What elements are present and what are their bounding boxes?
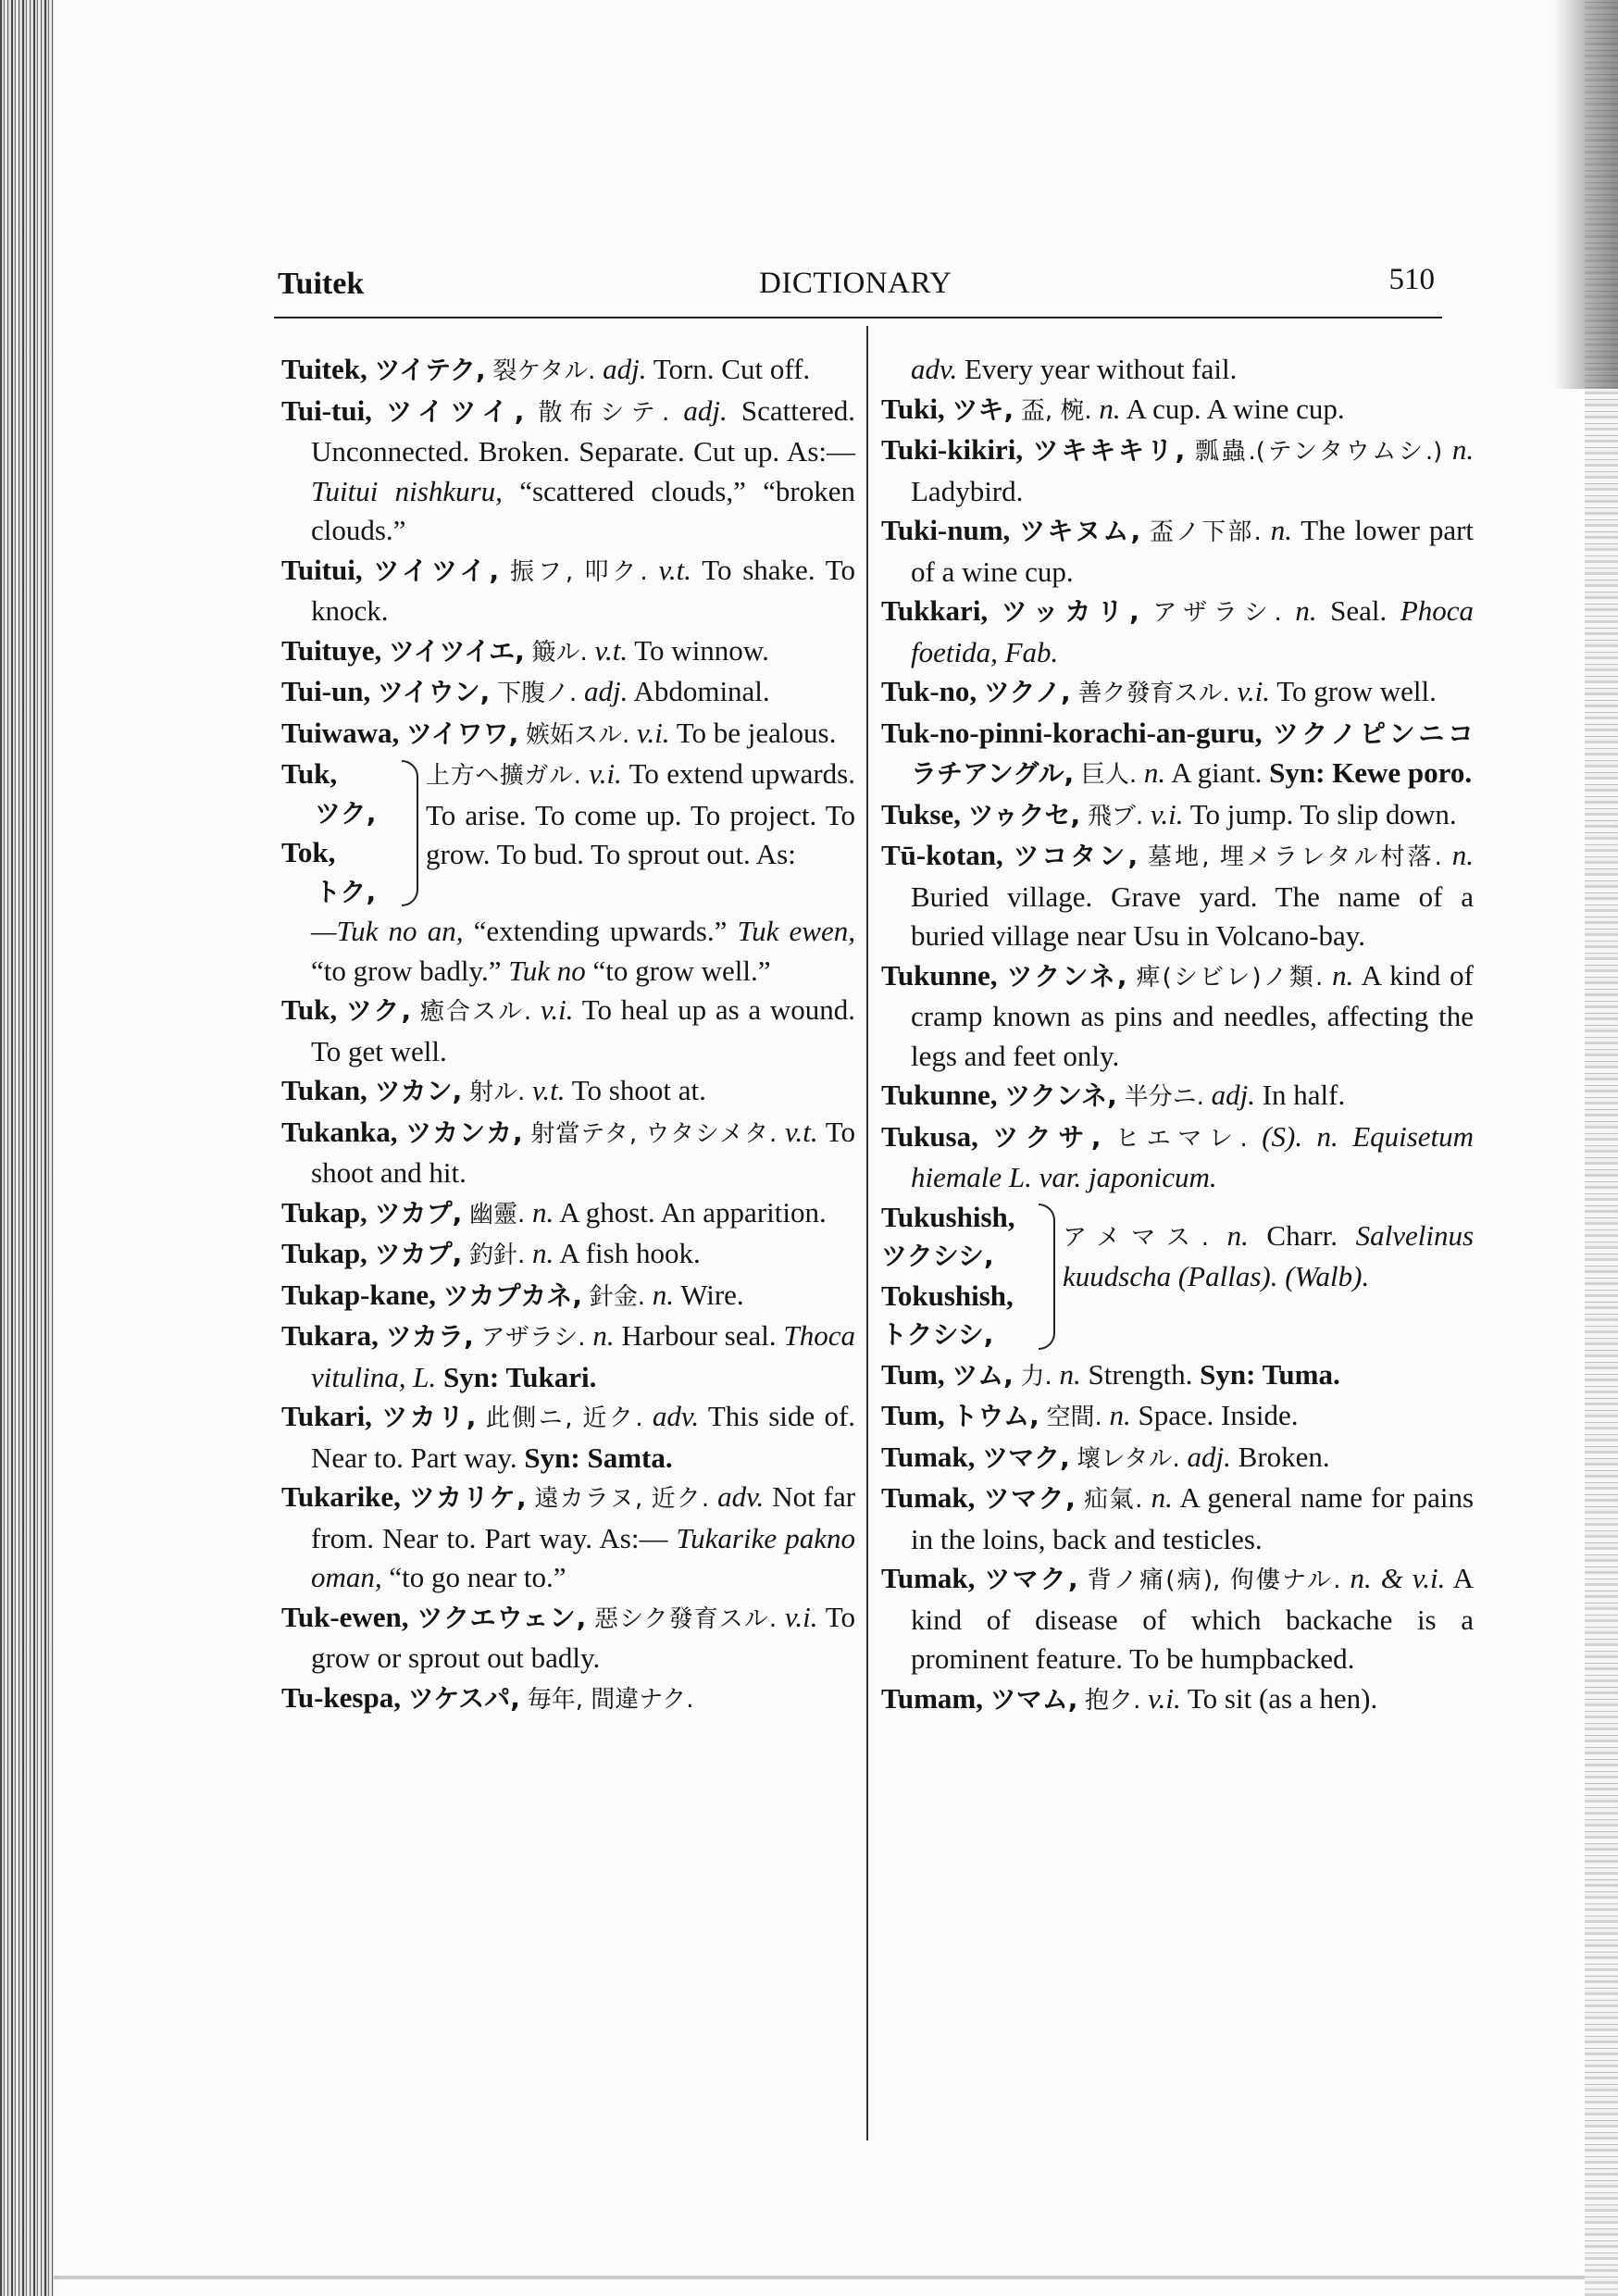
headword-kana: ツイツイ, bbox=[373, 555, 500, 586]
definition: Not far from. Near to. Part way. As:— bbox=[311, 1480, 856, 1554]
dictionary-entry bbox=[881, 956, 1474, 1077]
headword-kana: ツキ, bbox=[952, 393, 1014, 425]
dictionary-entry bbox=[281, 1478, 855, 1598]
headword-kana: ツク, bbox=[315, 797, 377, 829]
headword: Tum, bbox=[881, 1357, 945, 1391]
headword-kana: ツクノ, bbox=[983, 677, 1071, 707]
definition: A cup. A wine cup. bbox=[1126, 392, 1345, 425]
japanese-gloss: 此側ニ, 近ク. bbox=[485, 1404, 643, 1432]
dictionary-entry bbox=[281, 1678, 855, 1720]
headword: Tui-un, bbox=[281, 675, 371, 707]
definition-cont: (Pallas). (Walb). bbox=[1177, 1260, 1370, 1292]
entry-list-right-b bbox=[881, 1355, 1474, 1721]
synonym: Syn: Tukari. bbox=[442, 1360, 597, 1393]
headword-kana: ツカプカネ, bbox=[442, 1279, 582, 1311]
japanese-gloss: 瓢蟲.(テンタウムシ.) bbox=[1194, 438, 1443, 466]
definition: To be jealous. bbox=[676, 716, 837, 749]
part-of-speech: n. bbox=[1143, 756, 1166, 789]
part-of-speech: adj. bbox=[683, 393, 728, 427]
entry-headwords bbox=[881, 1198, 1039, 1355]
headword: Tuk-no-pinni-korachi-an-guru, bbox=[881, 716, 1263, 749]
scientific-name: Salvelinus kuudscha bbox=[1063, 1218, 1475, 1292]
part-of-speech: n. bbox=[1270, 514, 1292, 546]
part-of-speech: v.t. bbox=[531, 1074, 566, 1106]
headword: Tumak, bbox=[881, 1481, 976, 1514]
headword-kana: ツケスパ, bbox=[407, 1682, 520, 1714]
headword: Tuki-kikiri, bbox=[881, 433, 1024, 466]
headword: Tukusa, bbox=[881, 1119, 978, 1153]
japanese-gloss: 針金. bbox=[589, 1282, 645, 1311]
part-of-speech: n. bbox=[531, 1195, 554, 1229]
headword-kana: ツクノピンニコラチアングル, bbox=[911, 718, 1475, 789]
definition: To winnow. bbox=[634, 633, 769, 667]
part-of-speech: (S). n. bbox=[1262, 1119, 1338, 1153]
definition: A kind of disease of which backache is a prominent feature. To be humpbacked. bbox=[911, 1562, 1475, 1675]
definition: Scattered. Unconnected. Broken. Separate. Cut up. As:— bbox=[311, 393, 855, 468]
headword: Tū-kotan, bbox=[881, 839, 1003, 871]
headword-kana: ツコタン, bbox=[1013, 841, 1139, 871]
synonym: Syn: Samta. bbox=[524, 1441, 673, 1474]
brace-right bbox=[402, 760, 418, 906]
japanese-gloss: 幽靈. bbox=[468, 1200, 526, 1229]
part-of-speech: adj. bbox=[1211, 1079, 1255, 1111]
definition: Ladybird. bbox=[911, 474, 1024, 507]
headword-kana: ツカプ, bbox=[374, 1197, 463, 1229]
japanese-gloss: アザラシ. bbox=[480, 1324, 586, 1352]
part-of-speech: v.i. bbox=[784, 1600, 818, 1633]
example: Tuk no bbox=[508, 954, 586, 987]
page-number: 510 bbox=[1388, 263, 1435, 296]
example-gloss: “to grow well.” bbox=[592, 954, 771, 987]
headword: Tukan, bbox=[281, 1074, 367, 1106]
headword: Tukunne, bbox=[881, 958, 998, 992]
japanese-gloss: ヒエマレ. bbox=[1114, 1124, 1248, 1153]
dictionary-entry bbox=[281, 1598, 855, 1678]
dictionary-entry bbox=[281, 1276, 855, 1317]
part-of-speech: adv. bbox=[717, 1480, 765, 1513]
dictionary-entry bbox=[881, 1117, 1474, 1198]
dictionary-entry bbox=[881, 836, 1474, 956]
definition: A ghost. An apparition. bbox=[559, 1195, 827, 1229]
japanese-gloss: 射ル. bbox=[468, 1079, 526, 1106]
headword: Tukara, bbox=[281, 1319, 379, 1352]
japanese-gloss: 飛ブ. bbox=[1087, 802, 1144, 830]
japanese-gloss: 裂ケタル. bbox=[492, 357, 596, 385]
headword-kana: ツクエウェン, bbox=[417, 1602, 587, 1633]
japanese-gloss: 空間. bbox=[1046, 1404, 1102, 1431]
part-of-speech: v.t. bbox=[594, 633, 629, 667]
definition: To jump. To slip down. bbox=[1189, 797, 1457, 830]
part-of-speech: v.i. bbox=[1150, 797, 1184, 830]
headword: Tumam, bbox=[881, 1681, 983, 1715]
headword-kana: ツクサ, bbox=[992, 1121, 1101, 1153]
headword-kana: ツイテク, bbox=[374, 355, 486, 385]
headword: Tuk-ewen, bbox=[281, 1600, 409, 1633]
part-of-speech: v.i. bbox=[589, 757, 622, 790]
part-of-speech: n. bbox=[1451, 433, 1475, 466]
example: Tuitui nishkuru, bbox=[311, 474, 503, 507]
japanese-gloss: アザラシ. bbox=[1152, 599, 1282, 627]
example-gloss: “extending upwards.” bbox=[473, 915, 728, 947]
headword: Tok, bbox=[281, 836, 336, 868]
part-of-speech: v.t. bbox=[785, 1115, 818, 1148]
entry-list-left-a bbox=[281, 350, 855, 755]
definition: To extend upwards. To arise. To come up. To project. To grow. To bud. To sprout out. As: bbox=[426, 757, 855, 870]
synonym: Syn: Kewe poro. bbox=[1269, 756, 1473, 789]
header-rule bbox=[274, 317, 1442, 318]
headword-kana: トウム, bbox=[952, 1401, 1039, 1431]
definition-cont: “scattered clouds,” “broken clouds.” bbox=[311, 474, 856, 546]
guide-word: Tuitek bbox=[278, 267, 365, 301]
headword-kana: ツカリケ, bbox=[408, 1482, 527, 1513]
japanese-gloss: 盃, 椀. bbox=[1020, 396, 1092, 425]
definition: Space. Inside. bbox=[1138, 1399, 1299, 1431]
definition: The lower part of a wine cup. bbox=[911, 514, 1475, 588]
japanese-gloss: 上方ヘ擴ガル. bbox=[426, 762, 581, 790]
example: Thoca vitulina, L. bbox=[311, 1319, 856, 1393]
headword: Tukanka, bbox=[281, 1115, 398, 1148]
definition: Abdominal. bbox=[633, 675, 770, 707]
dictionary-entry bbox=[281, 1234, 855, 1276]
example: Equisetum hiemale L. var. japonicum. bbox=[911, 1119, 1475, 1193]
synonym: Syn: Tuma. bbox=[1200, 1357, 1340, 1391]
part-of-speech: v.i. bbox=[1148, 1681, 1181, 1715]
definition: This side of. Near to. Part way. bbox=[311, 1400, 856, 1474]
dictionary-entry bbox=[881, 795, 1474, 837]
dictionary-entry bbox=[281, 714, 855, 755]
page-header bbox=[278, 263, 1435, 313]
headword-kana: ツイツイエ, bbox=[389, 635, 525, 667]
scan-edge-left bbox=[0, 0, 54, 2296]
definition: In half. bbox=[1262, 1079, 1346, 1111]
definition: Torn. Cut off. bbox=[653, 353, 811, 385]
definition: Harbour seal. bbox=[621, 1319, 777, 1352]
japanese-gloss: 射當テタ, ウタシメタ. bbox=[530, 1119, 778, 1148]
part-of-speech: n. & v.i. bbox=[1350, 1562, 1446, 1594]
entry-tuk-examples bbox=[281, 912, 855, 991]
column-divider bbox=[866, 326, 868, 2140]
dictionary-entry bbox=[281, 991, 855, 1071]
headword: Tuiwawa, bbox=[281, 716, 400, 749]
part-of-speech: n. bbox=[1059, 1357, 1081, 1391]
part-of-speech: v.i. bbox=[1237, 675, 1271, 707]
dictionary-entry bbox=[881, 1679, 1474, 1721]
japanese-gloss: 散布シテ. bbox=[538, 398, 670, 427]
entry-definition bbox=[426, 755, 855, 912]
japanese-gloss: 振フ, 叩ク. bbox=[509, 557, 648, 586]
japanese-gloss: 盃ノ下部. bbox=[1150, 518, 1262, 546]
headword: Tuitui, bbox=[281, 553, 363, 586]
japanese-gloss: 釣針. bbox=[468, 1242, 526, 1269]
headword: Tuk-no, bbox=[881, 675, 977, 707]
japanese-gloss: アメマス. bbox=[1063, 1223, 1209, 1252]
headword: Tukap, bbox=[281, 1195, 367, 1229]
headword-kana: ツカリ, bbox=[381, 1402, 477, 1432]
headword: Tuitek, bbox=[281, 353, 367, 385]
headword: Tumak, bbox=[881, 1562, 976, 1594]
definition: To shoot at. bbox=[571, 1074, 706, 1106]
dictionary-entry bbox=[881, 1479, 1474, 1559]
headword-kana: ツゥクセ, bbox=[967, 799, 1081, 830]
part-of-speech: n. bbox=[652, 1278, 674, 1311]
part-of-speech: n. bbox=[531, 1237, 554, 1269]
headword-kana: ツクシシ, bbox=[881, 1241, 994, 1271]
headword-kana: トクシシ, bbox=[881, 1319, 994, 1350]
part-of-speech: n. bbox=[1099, 392, 1121, 425]
example: Phoca foetida, Fab. bbox=[911, 594, 1475, 668]
definition: To shake. To knock. bbox=[311, 553, 856, 627]
dictionary-entry bbox=[881, 714, 1474, 795]
japanese-gloss: 癒合スル. bbox=[419, 998, 532, 1026]
headword: Tukunne, bbox=[881, 1079, 998, 1111]
japanese-gloss: 疝氣. bbox=[1084, 1486, 1143, 1514]
headword: Tokushish, bbox=[881, 1279, 1014, 1312]
headword-kana: ツカン, bbox=[374, 1076, 463, 1106]
headword: Tumak, bbox=[881, 1440, 976, 1473]
headword-kana: ツイウン, bbox=[378, 677, 491, 707]
headword-kana: トク, bbox=[315, 876, 377, 907]
japanese-gloss: 墓地, 埋メラレタル村落. bbox=[1148, 843, 1442, 871]
definition: Seal. bbox=[1330, 594, 1388, 627]
headword-kana: ツマク, bbox=[983, 1483, 1076, 1514]
japanese-gloss: 遠カラヌ, 近ク. bbox=[534, 1485, 710, 1513]
headword: Tui-tui, bbox=[281, 393, 372, 427]
headword: Tuki-num, bbox=[881, 514, 1011, 546]
headword: Tuk, bbox=[281, 757, 338, 790]
headword-kana: ツマク, bbox=[984, 1564, 1078, 1594]
dictionary-entry bbox=[881, 1355, 1474, 1397]
definition: To grow well. bbox=[1276, 675, 1437, 707]
headword: Tuki, bbox=[881, 392, 945, 425]
headword-kana: ツキキキリ, bbox=[1032, 435, 1186, 466]
example: Tukarike pakno oman, bbox=[311, 1521, 855, 1593]
headword-kana: ツクンネ, bbox=[1006, 960, 1127, 992]
japanese-gloss: 巨人. bbox=[1080, 761, 1138, 789]
definition: Charr. bbox=[1266, 1218, 1338, 1252]
definition: To heal up as a wound. To get well. bbox=[311, 993, 856, 1067]
dictionary-entry bbox=[881, 390, 1474, 431]
headword-kana: ツム, bbox=[952, 1359, 1014, 1391]
definition: A fish hook. bbox=[559, 1237, 701, 1269]
japanese-gloss: 半分ニ. bbox=[1124, 1083, 1204, 1111]
dictionary-entry bbox=[881, 672, 1474, 714]
headword: Tuk, bbox=[281, 993, 338, 1026]
entry-definition bbox=[1063, 1198, 1474, 1355]
definition: A kind of cramp known as pins and needles, affecting the legs and feet only. bbox=[911, 958, 1475, 1072]
japanese-gloss: 毎年, 間違ナク. bbox=[527, 1685, 694, 1714]
entry-tuk-tok bbox=[281, 755, 855, 912]
part-of-speech: adv. bbox=[652, 1400, 700, 1432]
dictionary-entry bbox=[881, 430, 1474, 511]
headword: Tu-kespa, bbox=[281, 1680, 401, 1714]
part-of-speech: n. bbox=[1226, 1218, 1249, 1252]
scan-edge-bottom bbox=[54, 2276, 1585, 2279]
dictionary-entry bbox=[281, 1397, 855, 1478]
headword: Tukap-kane, bbox=[281, 1278, 436, 1311]
dictionary-entry bbox=[281, 350, 855, 392]
part-of-speech: n. bbox=[1151, 1481, 1173, 1514]
part-of-speech: v.i. bbox=[540, 993, 574, 1026]
part-of-speech: adj. bbox=[603, 353, 647, 385]
dictionary-entry bbox=[281, 1193, 855, 1235]
headword: Tukushish, bbox=[881, 1200, 1015, 1233]
entry-tukushish bbox=[881, 1198, 1474, 1355]
headword-kana: ツカラ, bbox=[385, 1321, 474, 1352]
part-of-speech: n. bbox=[592, 1319, 615, 1352]
dictionary-entry bbox=[881, 511, 1474, 592]
part-of-speech: n. bbox=[1332, 958, 1354, 992]
right-column bbox=[881, 350, 1474, 1720]
definition: To grow or sprout out badly. bbox=[311, 1600, 856, 1674]
definition: Broken. bbox=[1238, 1440, 1330, 1473]
headword-kana: ツマム, bbox=[989, 1683, 1078, 1715]
headword-kana: ツキヌム, bbox=[1019, 516, 1141, 546]
part-of-speech: adj. bbox=[584, 675, 629, 707]
dictionary-entry bbox=[881, 592, 1474, 672]
headword-kana: ツクンネ, bbox=[1004, 1080, 1117, 1111]
headword: Tukap, bbox=[281, 1237, 367, 1269]
definition: A general name for pains in the loins, back and testicles. bbox=[911, 1481, 1475, 1555]
definition: To shoot and hit. bbox=[311, 1115, 855, 1189]
definition: Strength. bbox=[1088, 1357, 1193, 1391]
dictionary-entry bbox=[881, 1438, 1474, 1479]
headword: Tukkari, bbox=[881, 594, 989, 627]
part-of-speech: v.t. bbox=[658, 553, 692, 586]
definition: To sit (as a hen). bbox=[1187, 1681, 1378, 1715]
definition: Wire. bbox=[680, 1278, 744, 1311]
part-of-speech: v.i. bbox=[636, 716, 670, 749]
headword-kana: ツイツイ, bbox=[386, 395, 525, 427]
dictionary-entry bbox=[281, 631, 855, 673]
japanese-gloss: 力. bbox=[1020, 1362, 1052, 1391]
part-of-speech: adv. bbox=[911, 353, 958, 385]
example-gloss: “to grow badly.” bbox=[311, 954, 502, 987]
definition: A giant. bbox=[1171, 756, 1263, 789]
example: Tuk ewen, bbox=[737, 915, 855, 947]
headword-kana: ツッカリ, bbox=[1001, 596, 1139, 627]
japanese-gloss: 下腹ノ. bbox=[497, 680, 578, 707]
brace-right bbox=[1039, 1204, 1055, 1350]
definition-cont: “to go near to.” bbox=[389, 1561, 566, 1593]
headword-kana: ツク, bbox=[345, 995, 412, 1026]
entry-list-right-a bbox=[881, 350, 1474, 1198]
headword: Tukse, bbox=[881, 797, 961, 830]
definition: Every year without fail. bbox=[964, 353, 1238, 385]
example: —Tuk no an, bbox=[311, 915, 464, 947]
entry-headwords bbox=[281, 755, 402, 912]
dictionary-entry bbox=[281, 1316, 855, 1397]
japanese-gloss: 壞レタル. bbox=[1077, 1444, 1180, 1473]
japanese-gloss: 惡シク發育スル. bbox=[594, 1604, 778, 1633]
headword-kana: ツカンカ, bbox=[405, 1117, 523, 1148]
japanese-gloss: 善ク發育スル. bbox=[1077, 680, 1230, 707]
headword: Tum, bbox=[881, 1399, 945, 1431]
japanese-gloss: 嫉妬スル. bbox=[525, 720, 630, 749]
dictionary-entry bbox=[881, 350, 1474, 390]
dictionary-entry bbox=[281, 1113, 855, 1193]
japanese-gloss: 抱ク. bbox=[1085, 1686, 1141, 1715]
left-column bbox=[281, 350, 855, 1719]
definition: Buried village. Grave yard. The name of a buried village near Usu in Volcano-bay. bbox=[911, 880, 1474, 952]
headword-kana: ツマク, bbox=[982, 1441, 1070, 1473]
page-title: DICTIONARY bbox=[759, 267, 952, 300]
japanese-gloss: 簸ル. bbox=[531, 638, 588, 667]
headword-kana: ツイワワ, bbox=[405, 718, 519, 749]
part-of-speech: adj. bbox=[1187, 1440, 1231, 1473]
headword-kana: ツカプ, bbox=[374, 1239, 463, 1269]
dictionary-entry bbox=[881, 1559, 1474, 1679]
dictionary-entry bbox=[281, 672, 855, 714]
dictionary-entry bbox=[281, 392, 855, 551]
headword: Tukarike, bbox=[281, 1480, 401, 1513]
headword: Tukari, bbox=[281, 1400, 372, 1432]
dictionary-entry bbox=[281, 1071, 855, 1113]
japanese-gloss: 背ノ痛(病), 佝僂ナル. bbox=[1087, 1566, 1341, 1594]
part-of-speech: n. bbox=[1451, 839, 1475, 871]
part-of-speech: n. bbox=[1109, 1399, 1131, 1431]
dictionary-entry bbox=[881, 1076, 1474, 1117]
dictionary-entry bbox=[881, 1396, 1474, 1438]
scan-shadow-right bbox=[1553, 0, 1618, 389]
entry-list-left-b bbox=[281, 991, 855, 1719]
part-of-speech: n. bbox=[1295, 594, 1317, 627]
japanese-gloss: 痺(シビレ)ノ類. bbox=[1136, 963, 1324, 992]
headword: Tuituye, bbox=[281, 633, 382, 667]
dictionary-entry bbox=[281, 551, 855, 631]
